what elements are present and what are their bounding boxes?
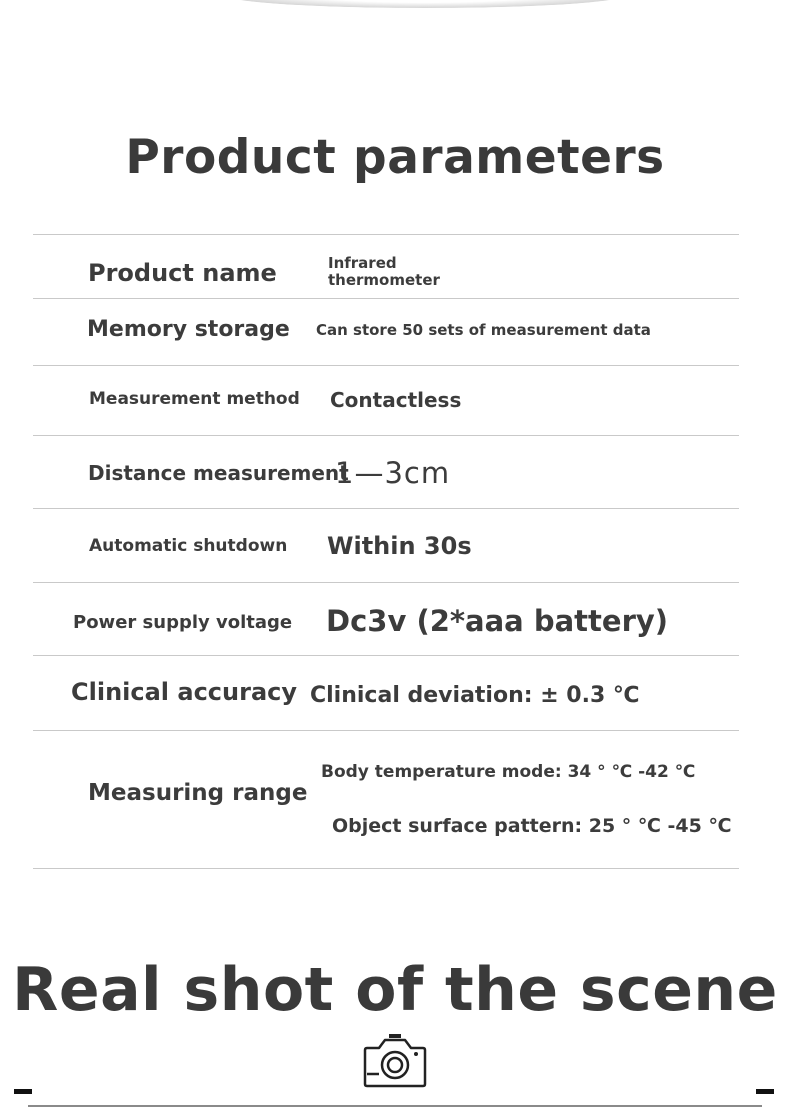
param-row-automatic-shutdown xyxy=(33,509,739,583)
param-label: Power supply voltage xyxy=(73,612,293,633)
param-row-distance-measurement xyxy=(33,436,739,509)
param-label: Distance measurement xyxy=(88,461,349,485)
param-row-memory-storage xyxy=(33,298,739,366)
param-label: Clinical accuracy xyxy=(71,678,298,706)
param-value: 1—3cm xyxy=(335,456,451,490)
param-row-product-name xyxy=(33,234,739,299)
param-value: Contactless xyxy=(330,388,462,412)
top-decorative-arc xyxy=(225,0,625,8)
param-label: Memory storage xyxy=(87,317,290,342)
param-value-surface-mode: Object surface pattern: 25 ° ℃ -45 ℃ xyxy=(332,815,732,837)
real-shot-title: Real shot of the scene xyxy=(12,955,778,1025)
param-row-power-supply-voltage xyxy=(33,583,739,656)
param-row-measurement-method xyxy=(33,366,739,436)
param-value: Infrared thermometer xyxy=(328,254,440,289)
param-value: Within 30s xyxy=(327,532,472,560)
param-value: Can store 50 sets of measurement data xyxy=(316,321,651,339)
param-label: Measurement method xyxy=(89,389,300,409)
corner-mark-left xyxy=(14,1089,32,1094)
bottom-divider xyxy=(28,1105,762,1107)
camera-icon xyxy=(363,1034,427,1088)
param-row-measuring-range xyxy=(33,731,739,869)
param-value-body-mode: Body temperature mode: 34 ° ℃ -42 ℃ xyxy=(321,762,696,782)
param-row-clinical-accuracy xyxy=(33,656,739,731)
param-label: Product name xyxy=(88,259,277,287)
product-parameters-title: Product parameters xyxy=(125,130,665,185)
param-value: Dc3v (2*aaa battery) xyxy=(326,604,669,638)
param-label: Automatic shutdown xyxy=(89,536,288,556)
param-label: Measuring range xyxy=(88,780,308,806)
param-value: Clinical deviation: ± 0.3 ℃ xyxy=(310,683,640,708)
corner-mark-right xyxy=(756,1089,774,1094)
